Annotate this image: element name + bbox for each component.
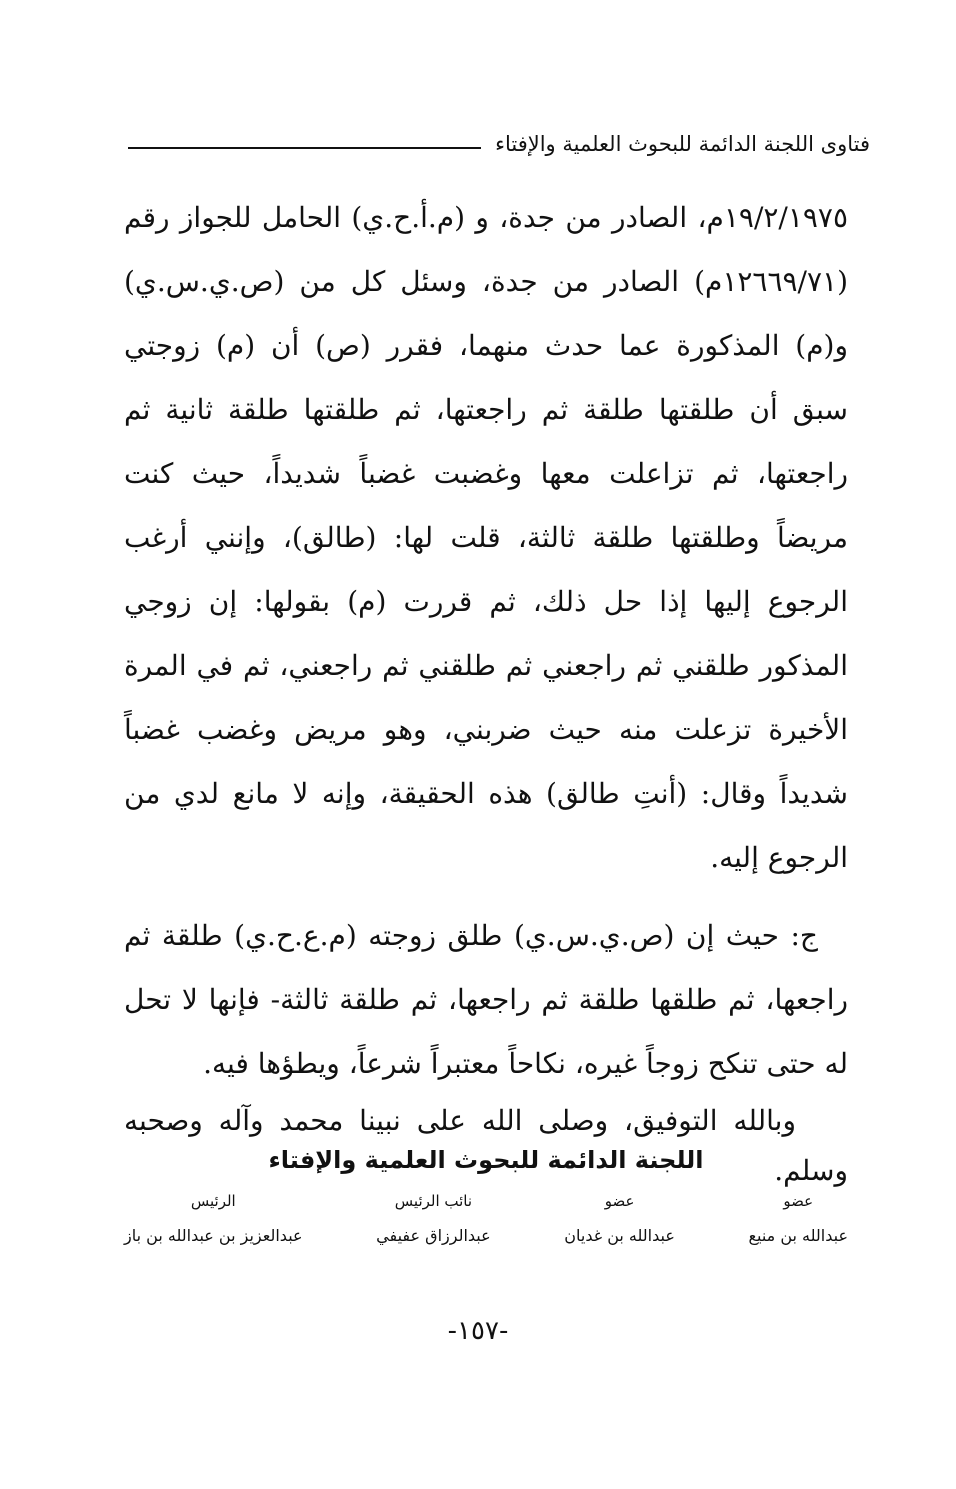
header-rule	[128, 147, 481, 149]
signature-president	[124, 1192, 303, 1245]
fatwa-body	[124, 186, 848, 1196]
signature-role: الرئيس	[190, 1192, 236, 1210]
question-paragraph: ١٩/٢/١٩٧٥م، الصادر من جدة، و (م.أ.ح.ي) الحامل للجواز رقم (١٢٦٦٩/٧١م) الصادر من جدة، وسئل كل من (ص.ي.س.ي) و(م) المذكورة عما حدث منهما، فقرر (ص) أن (م) زوجتي سبق أن طلقتها طلقة ثم راجعتها، ثم طلقتها طلقة ثانية ثم راجعتها، ثم تزاعلت معها وغضبت غضباً شديداً، حيث كنت مريضاً وطلقتها طلقة ثالثة، قلت لها: (طالق)، وإنني أرغب الرجوع إليها إذا حل ذلك، ثم قررت (م) بقولها: إن زوجي المذكور طلقني ثم راجعني ثم طلقني ثم راجعني، ثم في المرة الأخيرة تزعلت منه حيث ضربني، وهو مريض وغضب غضباً شديداً وقال: (أنتِ طالق) هذه الحقيقة، وإنه لا مانع لدي من الرجوع إليه.	[124, 201, 848, 874]
committee-title: اللجنة الدائمة للبحوث العلمية والإفتاء	[268, 1146, 704, 1174]
answer-paragraph: ج: حيث إن (ص.ي.س.ي) طلق زوجته (م.ع.ح.ي) طلقة ثم راجعها، ثم طلقها طلقة ثم راجعها، ثم طلقة ثالثة- فإنها لا تحل له حتى تنكح زوجاً غيره، نكاحاً معتبراً شرعاً، ويطؤها فيه.	[124, 919, 848, 1080]
signature-role: عضو	[604, 1192, 635, 1210]
page-number: -١٥٧-	[447, 1316, 509, 1346]
signature-vice-president	[376, 1192, 491, 1245]
signature-role: عضو	[783, 1192, 814, 1210]
signature-name: عبدالعزيز بن عبدالله بن باز	[124, 1226, 303, 1245]
closing-line: وبالله التوفيق، وصلى الله على نبينا محمد وآله وصحبه وسلم.	[124, 1104, 848, 1187]
signature-name: عبدالله بن غديان	[564, 1226, 675, 1245]
signature-name: عبدالرزاق عفيفي	[376, 1226, 491, 1245]
header-title: فتاوى اللجنة الدائمة للبحوث العلمية والإفتاء	[495, 132, 870, 156]
signature-name: عبدالله بن منيع	[748, 1226, 848, 1245]
signatures	[124, 1192, 848, 1245]
running-header	[128, 126, 870, 162]
signature-member-2	[564, 1192, 675, 1245]
signature-role: نائب الرئيس	[394, 1192, 473, 1210]
signature-member-1	[748, 1192, 848, 1245]
